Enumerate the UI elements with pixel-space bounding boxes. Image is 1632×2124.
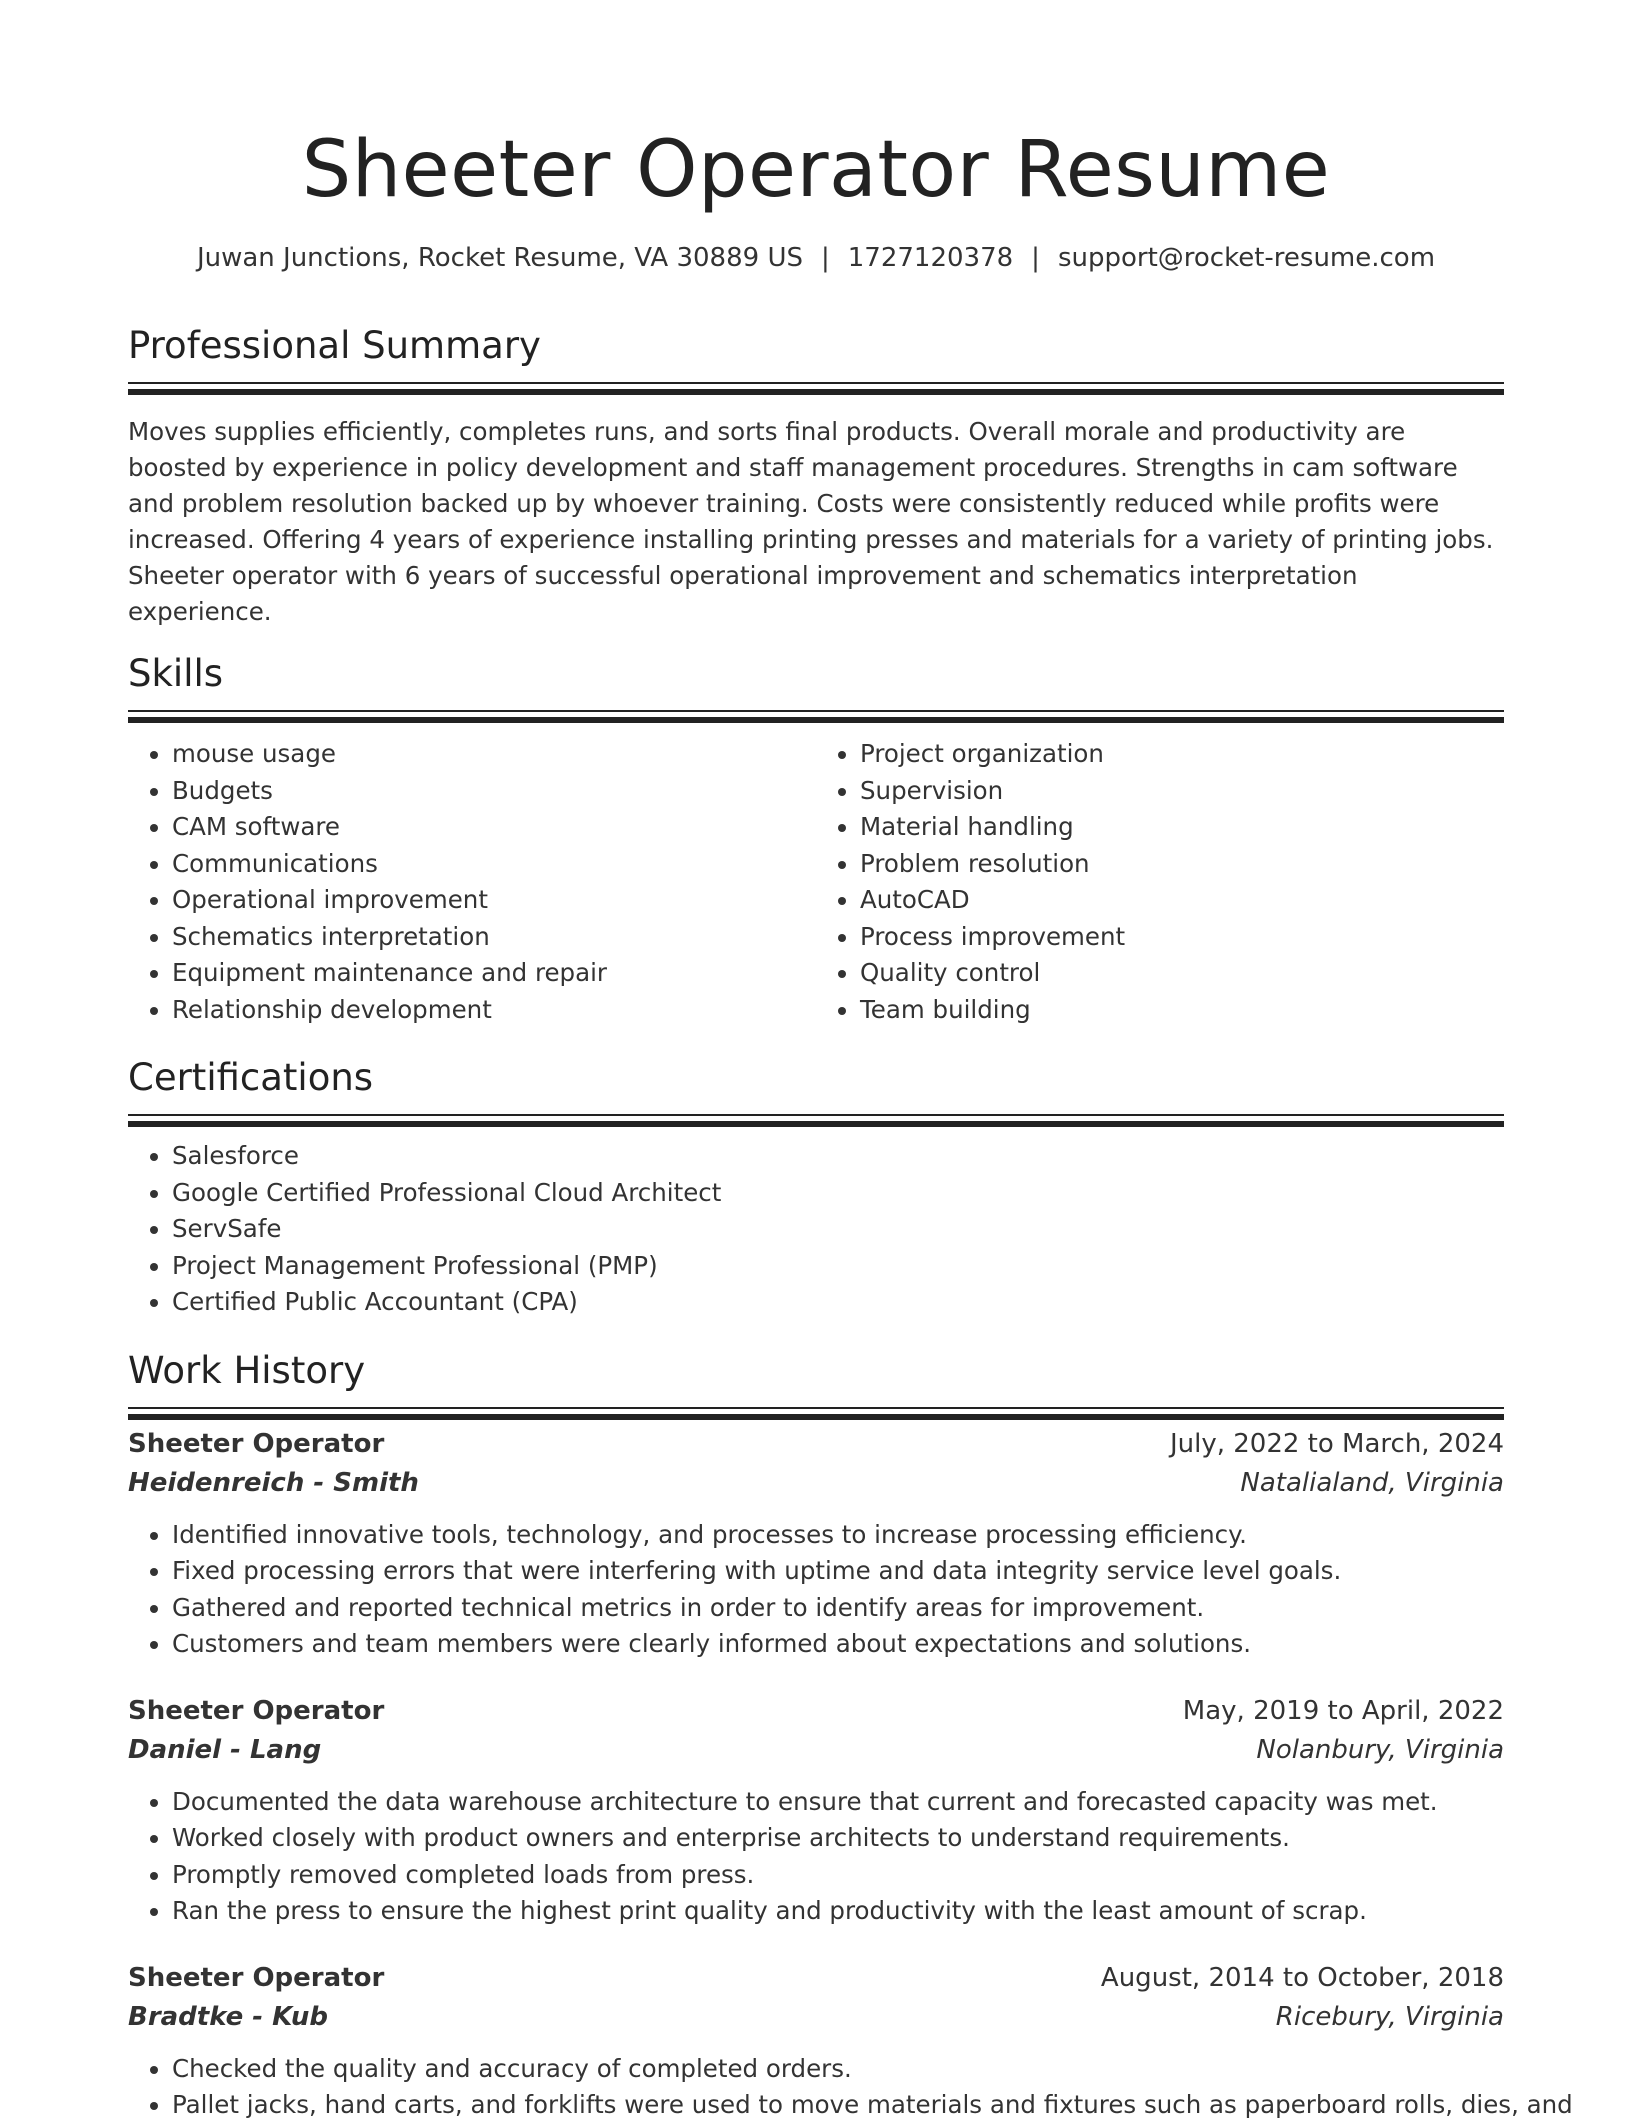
summary-section [128, 322, 1504, 630]
skills-grid [128, 736, 1504, 1028]
skill-item: • Schematics interpretation [172, 919, 816, 956]
job-header [128, 1425, 1504, 1464]
job-duty: • Fixed processing errors that were interfering with uptime and data integrity service level goals. [172, 1553, 1504, 1590]
section-divider [128, 1114, 1504, 1116]
contact-email[interactable]: support@rocket-resume.com [1057, 243, 1436, 273]
certification-item: • Google Certified Professional Cloud Architect [172, 1175, 1504, 1212]
work-history-heading: Work History [128, 1348, 366, 1392]
summary-text: Moves supplies efficiently, completes runs, and sorts final products. Overall morale and productivity are boosted by experience in policy development and staff management procedures. Strengths in cam software and problem resolution backed up by whoever training. Costs were consistently reduced while profits were increased. Offering 4 years of experience installing printing presses and materials for a variety of printing jobs. Sheeter operator with 6 years of successful operational improvement and schematics interpretation experience. [128, 417, 1494, 626]
job-location: Nolanbury, Virginia [1256, 1734, 1504, 1765]
job-duty: • Documented the data warehouse architecture to ensure that current and forecasted capacity was met. [172, 1784, 1504, 1821]
skill-item: • Quality control [860, 955, 1504, 992]
skill-item: • Supervision [860, 773, 1504, 810]
job-duty: • Identified innovative tools, technology, and processes to increase processing efficiency. [172, 1517, 1504, 1554]
skill-item: • Team building [860, 992, 1504, 1029]
job-duty: • Gathered and reported technical metrics in order to identify areas for improvement. [172, 1590, 1504, 1627]
job-duty: • Pallet jacks, hand carts, and forklifts were used to move materials and fixtures such as paperboard rolls, dies, and [172, 2087, 1504, 2124]
job-title: Sheeter Operator [128, 1695, 385, 1726]
job-company: Bradtke - Kub [128, 2001, 328, 2032]
skills-heading: Skills [128, 652, 224, 695]
skills-list-right [816, 736, 1504, 1028]
skill-item: • Material handling [860, 809, 1504, 846]
job-subheader [128, 1731, 1504, 1770]
skills-section [128, 650, 1504, 1028]
job-company: Daniel - Lang [128, 1734, 322, 1765]
job-duty: • Customers and team members were clearly informed about expectations and solutions. [172, 1626, 1504, 1663]
section-divider [128, 1407, 1504, 1409]
job-header [128, 1959, 1504, 1998]
job-duties [128, 2051, 1573, 2124]
certifications-section [128, 1054, 1504, 1321]
skill-item: • Budgets [172, 773, 816, 810]
job-dates: May, 2019 to April, 2022 [1182, 1695, 1504, 1726]
contact-line [128, 240, 1504, 276]
resume-page [128, 0, 1573, 2124]
work-history-section [128, 1347, 1573, 2124]
certification-item: • Project Management Professional (PMP) [172, 1248, 1504, 1285]
contact-separator: | [1031, 243, 1040, 273]
certifications-heading: Certifications [128, 1056, 374, 1099]
skill-item: • Relationship development [172, 992, 816, 1029]
skill-item: • Communications [172, 846, 816, 883]
summary-heading: Professional Summary [128, 324, 541, 367]
job-location: Ricebury, Virginia [1275, 2001, 1504, 2032]
resume-title: Sheeter Operator Resume [301, 125, 1331, 215]
certification-item: • ServSafe [172, 1211, 1504, 1248]
skill-item: • Problem resolution [860, 846, 1504, 883]
skill-item: • Project organization [860, 736, 1504, 773]
certification-item: • Salesforce [172, 1138, 1504, 1175]
job-duty: • Promptly removed completed loads from press. [172, 1857, 1504, 1894]
job-entry [128, 1959, 1573, 2124]
skill-item: • CAM software [172, 809, 816, 846]
job-entry [128, 1425, 1504, 1663]
job-company: Heidenreich - Smith [128, 1467, 419, 1498]
job-subheader [128, 1464, 1504, 1503]
skill-item: • Operational improvement [172, 882, 816, 919]
job-title: Sheeter Operator [128, 1428, 385, 1459]
contact-phone: 1727120378 [847, 243, 1014, 273]
skill-item: • AutoCAD [860, 882, 1504, 919]
job-duties [128, 1784, 1504, 1930]
section-divider [128, 382, 1504, 384]
skill-item: • Process improvement [860, 919, 1504, 956]
contact-address: Juwan Junctions, Rocket Resume, VA 30889 US [196, 243, 803, 273]
job-duties [128, 1517, 1504, 1663]
job-header [128, 1692, 1504, 1731]
job-duty: • Ran the press to ensure the highest print quality and productivity with the least amount of scrap. [172, 1893, 1504, 1930]
skill-item: • mouse usage [172, 736, 816, 773]
section-divider [128, 710, 1504, 712]
job-duty: • Worked closely with product owners and enterprise architects to understand requirements. [172, 1820, 1504, 1857]
job-location: Natalialand, Virginia [1240, 1467, 1504, 1498]
job-duty: • Checked the quality and accuracy of completed orders. [172, 2051, 1504, 2088]
contact-separator: | [820, 243, 830, 273]
certifications-list [128, 1138, 1504, 1321]
job-dates: July, 2022 to March, 2024 [1169, 1428, 1504, 1459]
job-subheader [128, 1998, 1504, 2037]
skill-item: • Equipment maintenance and repair [172, 955, 816, 992]
job-entry [128, 1692, 1504, 1930]
skills-list-left [128, 736, 816, 1028]
certification-item: • Certified Public Accountant (CPA) [172, 1284, 1504, 1321]
job-dates: August, 2014 to October, 2018 [1100, 1962, 1504, 1993]
job-title: Sheeter Operator [128, 1962, 385, 1993]
